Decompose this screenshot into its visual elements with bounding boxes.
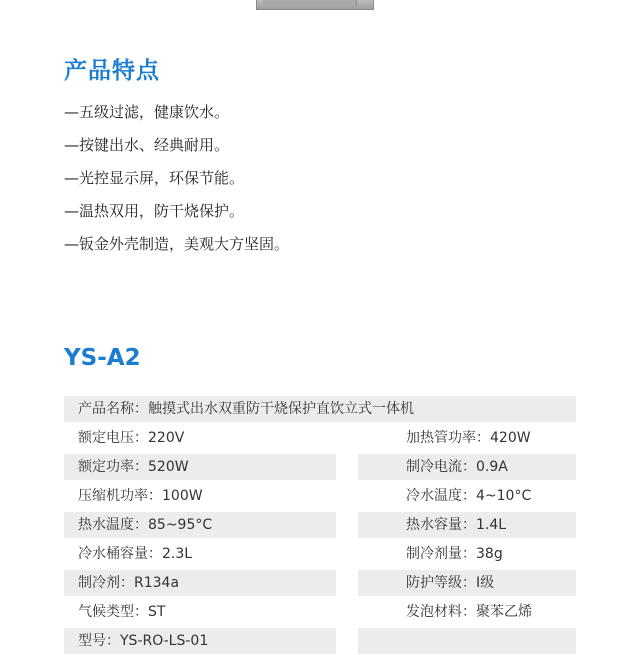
spec-row	[64, 539, 576, 568]
model-heading: YS-A2	[64, 345, 141, 371]
spec-row	[64, 481, 576, 510]
spec-cell: 冷水桶容量：2.3L	[78, 546, 193, 562]
feature-item: —五级过滤，健康饮水。	[64, 103, 230, 121]
spec-cell: 型号：YS-RO-LS-01	[64, 628, 336, 654]
spec-row	[64, 626, 576, 655]
feature-item: —温热双用，防干烧保护。	[64, 202, 245, 220]
spec-product-name: 产品名称：触摸式出水双重防干烧保护直饮立式一体机	[64, 396, 576, 422]
feature-item: —光控显示屏，环保节能。	[64, 169, 245, 187]
spec-cell: 额定功率：520W	[64, 454, 336, 480]
spec-cell: 气候类型：ST	[78, 604, 166, 620]
feature-list	[64, 96, 289, 261]
spec-row	[64, 452, 576, 481]
spec-cell: 额定电压：220V	[78, 430, 185, 446]
spec-row	[64, 568, 576, 597]
spec-cell	[358, 628, 576, 654]
spec-cell: 制冷剂：R134a	[64, 570, 336, 596]
spec-cell: 发泡材料：聚苯乙烯	[406, 604, 532, 620]
spec-cell: 压缩机功率：100W	[78, 488, 203, 504]
spec-cell: 冷水温度：4~10°C	[406, 488, 532, 504]
spec-cell: 制冷剂量：38g	[406, 546, 503, 562]
spec-cell: 防护等级：I级	[358, 570, 576, 596]
feature-item: —钣金外壳制造，美观大方坚固。	[64, 235, 290, 253]
spec-cell: 热水温度：85~95°C	[64, 512, 336, 538]
spec-cell: 热水容量：1.4L	[358, 512, 576, 538]
spec-table	[64, 394, 576, 655]
features-heading: 产品特点	[64, 58, 160, 84]
feature-item: —按键出水、经典耐用。	[64, 136, 230, 154]
spec-cell: 加热管功率：420W	[406, 430, 531, 446]
spec-row	[64, 597, 576, 626]
spec-row	[64, 423, 576, 452]
spec-row	[64, 510, 576, 539]
product-image-bottom-edge	[256, 0, 374, 10]
spec-cell: 制冷电流：0.9A	[358, 454, 576, 480]
spec-row	[64, 394, 576, 423]
